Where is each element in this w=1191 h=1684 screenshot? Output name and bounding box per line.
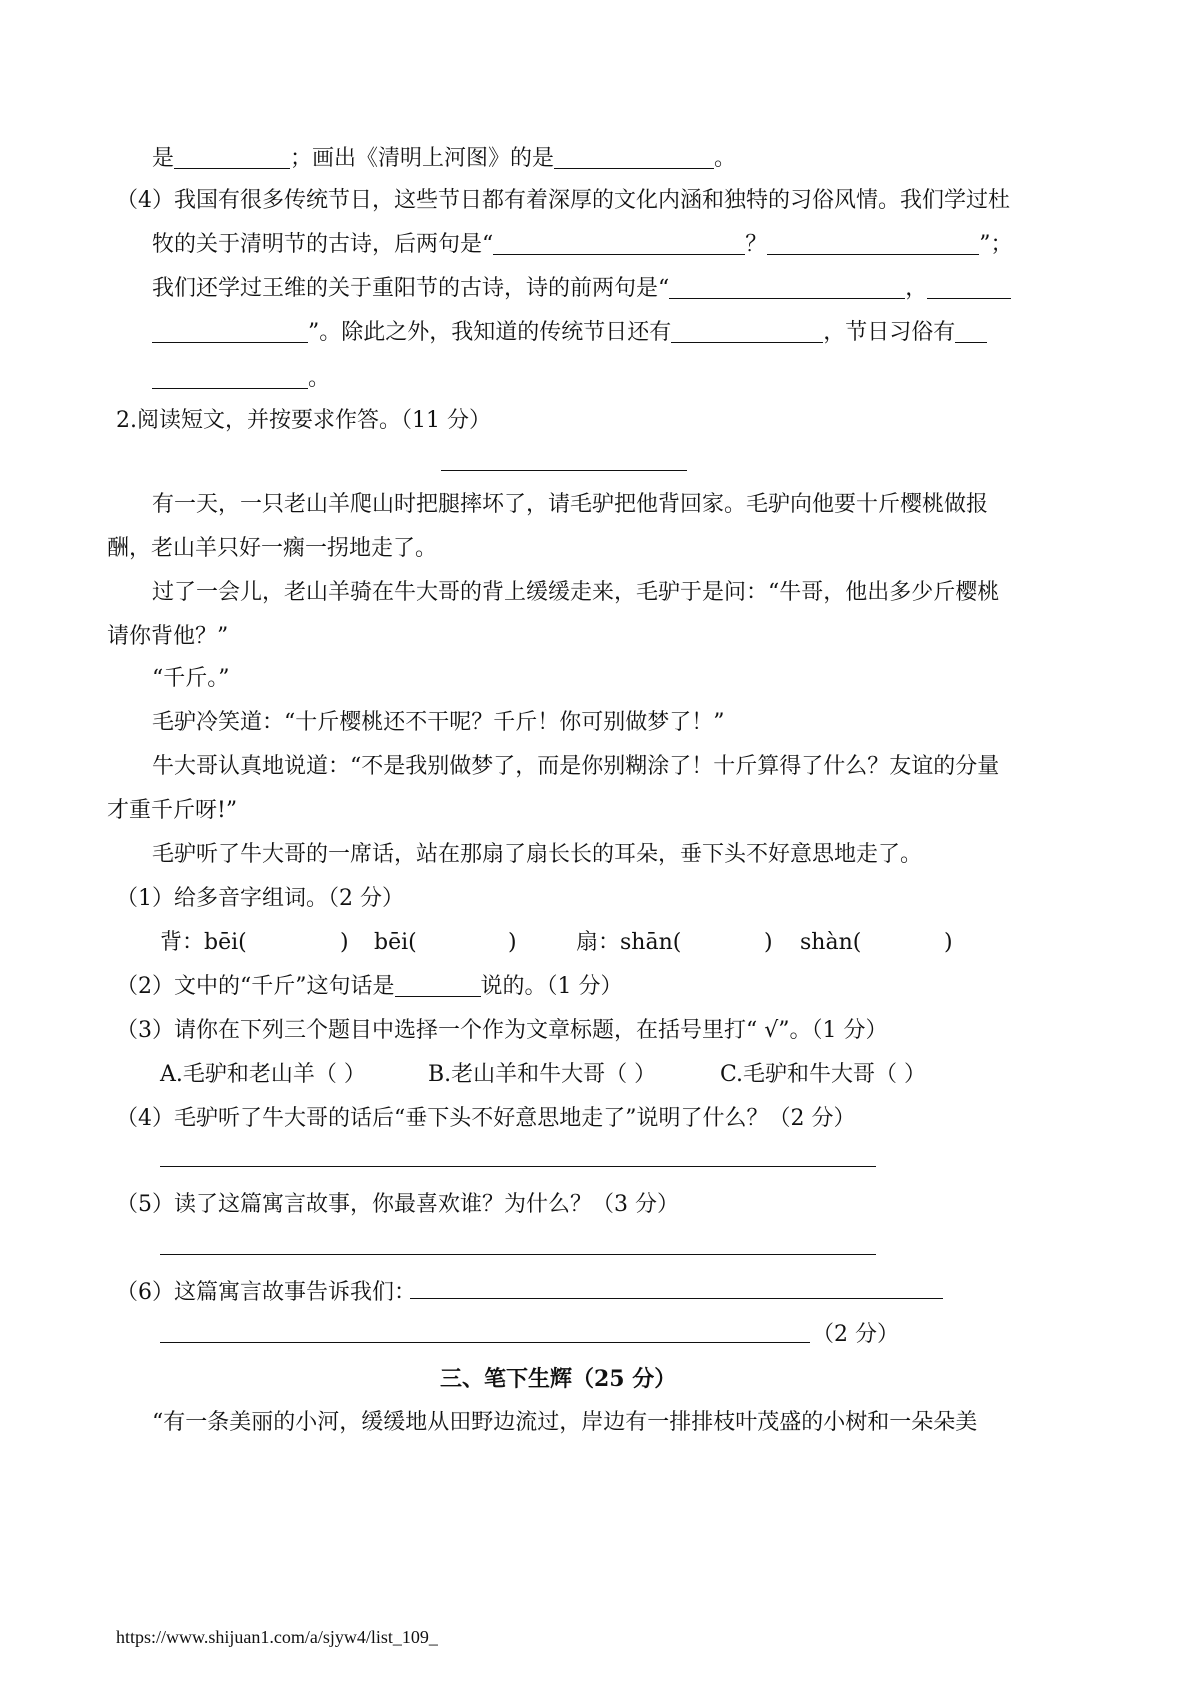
poem-line-blank[interactable] <box>767 232 979 255</box>
polyphone-close: ) <box>340 930 349 955</box>
writing-section-heading: 三、笔下生辉（25 分） <box>440 1366 677 1392</box>
story-line: “千斤。” <box>152 666 230 691</box>
poem-line-blank[interactable] <box>493 232 745 255</box>
polyphone-close: ) <box>944 930 953 955</box>
answer-line[interactable] <box>160 1166 876 1167</box>
question-3: （3）请你在下列三个题目中选择一个作为文章标题，在括号里打“ √”。（1 分） <box>116 1018 888 1043</box>
text: ， <box>905 276 928 301</box>
title-option-c[interactable]: C.毛驴和牛大哥（ ） <box>720 1062 927 1087</box>
title-option-a[interactable]: A.毛驴和老山羊（ ） <box>160 1062 366 1087</box>
question-6-score: （2 分） <box>812 1322 899 1347</box>
answer-blank[interactable] <box>554 146 714 169</box>
question-2 <box>116 972 623 1002</box>
text: 我们还学过王维的关于重阳节的古诗，诗的前两句是“ <box>152 276 670 301</box>
text: ？ <box>745 232 768 257</box>
text: ；画出《清明上河图》的是 <box>290 146 555 171</box>
writing-prompt-line: “有一条美丽的小河，缓缓地从田野边流过，岸边有一排排枝叶茂盛的小树和一朵朵美 <box>152 1410 978 1435</box>
polyphone-bei-2: bēi( <box>374 930 417 955</box>
q-name-painter-line <box>152 144 736 174</box>
text: 。 <box>308 366 331 391</box>
answer-line[interactable] <box>410 1298 943 1299</box>
text: 。 <box>714 146 737 171</box>
story-line: 毛驴听了牛大哥的一席话，站在那扇了扇长长的耳朵，垂下头不好意思地走了。 <box>152 842 923 867</box>
text: 背：bēi( <box>160 930 247 955</box>
story-line: 有一天，一只老山羊爬山时把腿摔坏了，请毛驴把他背回家。毛驴向他要十斤樱桃做报 <box>152 492 989 517</box>
speaker-blank[interactable] <box>395 974 481 997</box>
story-line: 牛大哥认真地说道：“不是我别做梦了，而是你别糊涂了！十斤算得了什么？友谊的分量 <box>152 754 1000 779</box>
custom-blank[interactable] <box>152 366 308 389</box>
text: ”； <box>979 232 1013 257</box>
text: ”。除此之外，我知道的传统节日还有 <box>308 320 672 345</box>
story-line: 酬，老山羊只好一瘸一拐地走了。 <box>107 536 438 561</box>
story-line: 才重千斤呀!” <box>107 798 238 823</box>
question-1: （1）给多音字组词。（2 分） <box>116 886 404 911</box>
polyphone-close: ) <box>764 930 773 955</box>
reading-section-heading: 2.阅读短文，并按要求作答。（11 分） <box>116 408 491 433</box>
question-5: （5）读了这篇寓言故事，你最喜欢谁？为什么？（3 分） <box>116 1192 679 1217</box>
question-6: （6）这篇寓言故事告诉我们： <box>116 1280 416 1305</box>
polyphone-close: ) <box>508 930 517 955</box>
title-blank[interactable] <box>441 470 687 471</box>
answer-line[interactable] <box>160 1254 876 1255</box>
polyphone-bei-1 <box>160 928 247 958</box>
story-line: 过了一会儿，老山羊骑在牛大哥的背上缓缓走来，毛驴于是问：“牛哥，他出多少斤樱桃 <box>152 580 1000 605</box>
poem-line-blank[interactable] <box>152 320 308 343</box>
poem-line-blank[interactable] <box>669 276 905 299</box>
polyphone-shan-2: shàn( <box>800 930 862 955</box>
text: 说的。（1 分） <box>480 974 623 999</box>
festival-question-line-5 <box>152 364 330 394</box>
story-line: 请你背他？” <box>107 624 229 649</box>
answer-line[interactable] <box>160 1342 810 1343</box>
festival-question-line-1: （4）我国有很多传统节日，这些节日都有着深厚的文化内涵和独特的习俗风情。我们学过杜 <box>116 188 1011 213</box>
answer-blank[interactable] <box>174 146 290 169</box>
text: 牧的关于清明节的古诗，后两句是“ <box>152 232 494 257</box>
festival-question-line-3 <box>152 274 1011 304</box>
polyphone-shan-1: 扇：shān( <box>576 930 682 955</box>
text: ，节日习俗有 <box>823 320 956 345</box>
source-url[interactable]: https://www.shijuan1.com/a/sjyw4/list_109_ <box>116 1627 438 1647</box>
text: 是 <box>152 146 175 171</box>
festival-question-line-2 <box>152 230 1013 260</box>
question-4: （4）毛驴听了牛大哥的话后“垂下头不好意思地走了”说明了什么？（2 分） <box>116 1106 856 1131</box>
festival-question-line-4 <box>152 318 987 348</box>
title-option-b[interactable]: B.老山羊和牛大哥（ ） <box>428 1062 657 1087</box>
festival-blank[interactable] <box>671 320 823 343</box>
poem-line-blank[interactable] <box>927 276 1011 299</box>
custom-blank[interactable] <box>955 320 987 343</box>
story-line: 毛驴冷笑道：“十斤樱桃还不干呢？千斤！你可别做梦了！” <box>152 710 725 735</box>
text: （2）文中的“千斤”这句话是 <box>116 974 395 999</box>
